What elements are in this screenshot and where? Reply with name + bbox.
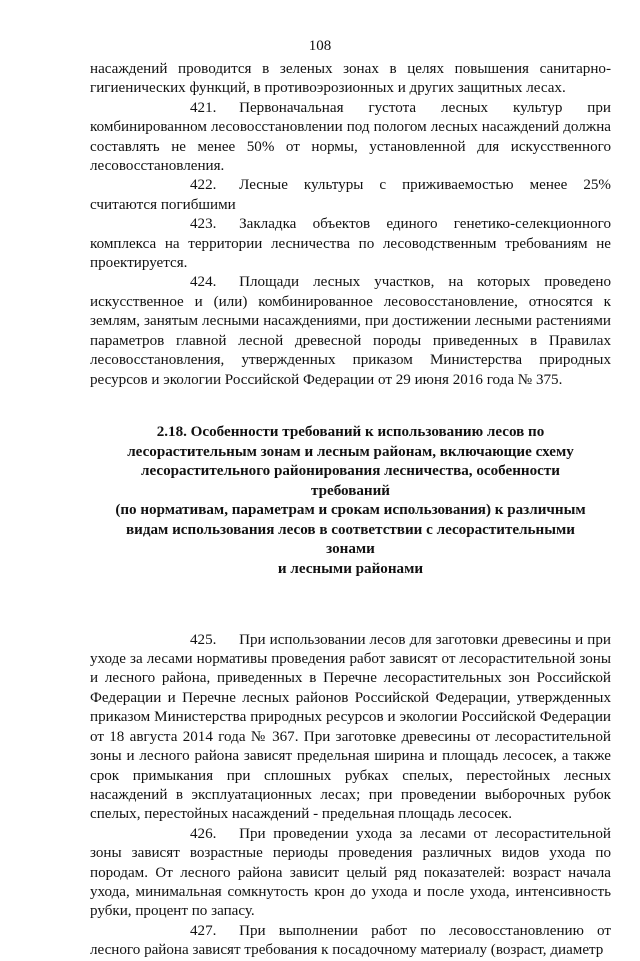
paragraph-422 [90, 176, 611, 215]
paragraph-number: 422. [190, 177, 217, 194]
paragraph-number: 426. [190, 825, 217, 842]
paragraph-421 [90, 99, 611, 177]
paragraph-number: 424. [190, 274, 217, 291]
paragraph-425 [90, 631, 611, 825]
paragraph-427 [90, 922, 611, 961]
paragraph-text: Первоначальная густота лесных культур при комбинированном лесовосстановлении под пологом лесных насаждений должна составлять не менее 50% от нормы, установленной для искусственного лесовосстановления. [90, 99, 611, 175]
paragraph-continuation [90, 60, 611, 99]
paragraph-426 [90, 825, 611, 922]
heading-line: видам использования лесов в соответствии с лесорастительными зонами [126, 521, 575, 558]
paragraph-424 [90, 273, 611, 389]
section-heading [90, 423, 611, 580]
heading-line: (по нормативам, параметрам и срокам использования) к различным [115, 502, 586, 519]
page-content [90, 60, 611, 961]
paragraph-text: насаждений проводится в зеленых зонах в целях повышения санитарно-гигиенических функций, в противоэрозионных и других защитных лесах. [90, 61, 611, 97]
heading-line: лесорастительным зонам и лесным районам, включающие схему [127, 443, 574, 460]
paragraph-423 [90, 215, 611, 273]
heading-line: и лесными районами [277, 561, 424, 578]
paragraph-text: При использовании лесов для заготовки древесины и при уходе за лесами нормативы проведения работ зависят от лесорастительной зоны и лесного района, приведенных в Перечне лесорастительных зон Российской Федерации и Перечне лесных районов Российской Федерации, утвержденных приказом Министерства природных ресурсов и экологии Российской Федерации от 18 августа 2014 года № 367. При заготовке древесины от лесорастительной зоны и лесного района зависят предельная ширина и площадь лесосек, а также срок примыкания при сплошных рубках спелых, перестойных лесных насаждений в эксплуатационных лесах; при проведении выборочных рубок спелых, перестойных насаждений - предельная площадь лесосек. [90, 631, 611, 823]
paragraph-text: Лесные культуры с приживаемостью менее 25% считаются погибшими [90, 177, 611, 213]
paragraph-text: Закладка объектов единого генетико-селекционного комплекса на территории лесничества по лесоводственным требованиям не проектируется. [90, 216, 611, 272]
paragraph-number: 421. [190, 99, 217, 116]
paragraph-number: 423. [190, 216, 217, 233]
paragraph-number: 427. [190, 922, 217, 939]
page-number: 108 [308, 38, 332, 54]
paragraph-text: Площади лесных участков, на которых проведено искусственное и (или) комбинированное лесовосстановление, относятся к землям, занятым лесными насаждениями, при достижении лесными растениями параметров главной лесной древесной породы приведенных в Правилах лесовосстановления, утвержденных приказом Министерства природных ресурсов и экологии Российской Федерации от 29 июня 2016 года № 375. [90, 274, 611, 388]
paragraph-text: При проведении ухода за лесами от лесорастительной зоны зависят возрастные периоды проведения различных видов ухода по породам. От лесного района зависит целый ряд показателей: возраст начала ухода, минимальная сомкнутость крон до ухода и после ухода, интенсивность рубки, процент по запасу. [90, 825, 611, 920]
heading-line: 2.18. Особенности требований к использованию лесов по [156, 423, 545, 440]
paragraph-number: 425. [190, 631, 217, 648]
heading-line: лесорастительного районирования лесничества, особенности требований [141, 463, 560, 499]
paragraph-text: При выполнении работ по лесовосстановлению от лесного района зависят требования к посадочному материалу (возраст, диаметр [90, 922, 611, 959]
